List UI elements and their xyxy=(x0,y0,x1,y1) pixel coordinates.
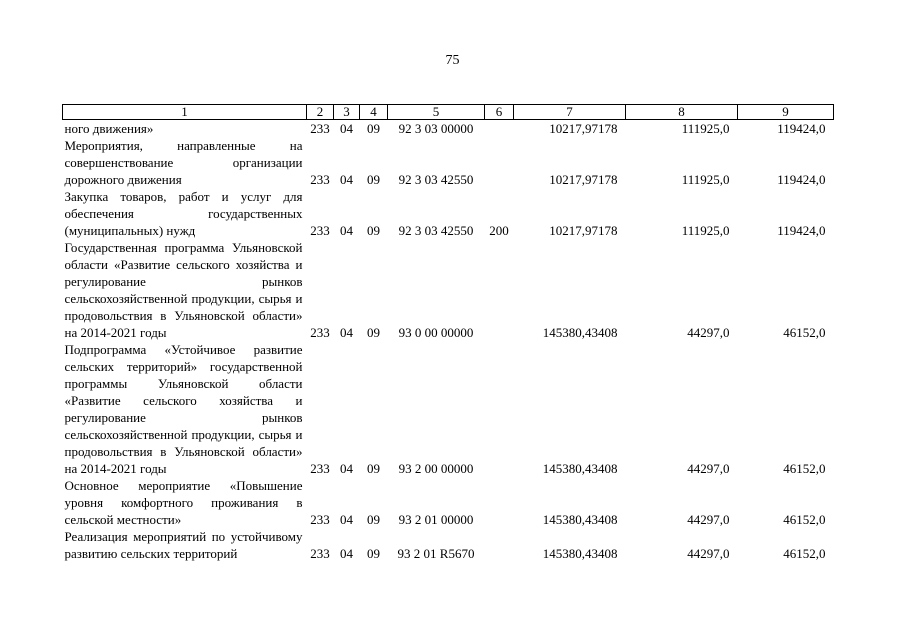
row-target-code: 93 0 00 00000 xyxy=(398,325,474,340)
row-name: Подпрограмма «Устойчивое развитие сельских территорий» государственной программы Ульяновской области «Развитие сельского хозяйства и регулирование рынков сельскохозяйственной продукции, сырья и продовольствия в Ульяновской области» на 2014-2021 годы xyxy=(64,342,303,476)
row-ministry-code: 233 xyxy=(310,172,330,187)
row-subsection-code: 09 xyxy=(367,121,380,136)
row-amount-9: 46152,0 xyxy=(783,461,826,476)
row-amount-9: 119424,0 xyxy=(777,172,826,187)
row-amount-9: 119424,0 xyxy=(777,121,826,136)
row-expense-type xyxy=(485,341,514,477)
row-subsection-code: 09 xyxy=(367,325,380,340)
table-row xyxy=(63,188,834,239)
row-target-code: 93 2 00 00000 xyxy=(398,461,474,476)
row-amount-8: 111925,0 xyxy=(681,223,730,238)
row-expense-type xyxy=(485,137,514,188)
row-target-code: 92 3 03 42550 xyxy=(398,172,474,187)
column-header-6: 6 xyxy=(485,105,514,120)
column-header-3: 3 xyxy=(334,105,360,120)
table-row xyxy=(63,528,834,562)
column-header-4: 4 xyxy=(360,105,388,120)
row-amount-8: 44297,0 xyxy=(687,325,730,340)
row-name: ного движения» xyxy=(64,121,154,136)
row-target-code: 92 3 03 42550 xyxy=(398,223,474,238)
row-ministry-code: 233 xyxy=(310,546,330,561)
row-section-code: 04 xyxy=(340,172,353,187)
row-amount-7: 145380,43408 xyxy=(542,512,618,527)
row-section-code: 04 xyxy=(340,512,353,527)
row-section-code: 04 xyxy=(340,461,353,476)
row-target-code: 93 2 01 R5670 xyxy=(397,546,475,561)
row-amount-7: 145380,43408 xyxy=(542,546,618,561)
row-name: Закупка товаров, работ и услуг для обеспечения государственных (муниципальных) нужд xyxy=(64,189,303,238)
row-name: Государственная программа Ульяновской области «Развитие сельского хозяйства и регулирование рынков сельскохозяйственной продукции, сырья и продовольствия в Ульяновской области» на 2014-2021 годы xyxy=(64,240,303,340)
row-name: Реализация мероприятий по устойчивому развитию сельских территорий xyxy=(64,529,303,561)
table-header-row xyxy=(63,105,834,120)
row-subsection-code: 09 xyxy=(367,546,380,561)
row-amount-8: 44297,0 xyxy=(687,461,730,476)
row-amount-8: 44297,0 xyxy=(687,546,730,561)
row-name: Мероприятия, направленные на совершенствование организации дорожного движения xyxy=(64,138,303,187)
row-amount-7: 10217,97178 xyxy=(549,223,618,238)
table-row xyxy=(63,239,834,341)
row-subsection-code: 09 xyxy=(367,172,380,187)
budget-table xyxy=(62,104,834,562)
row-ministry-code: 233 xyxy=(310,121,330,136)
table-row xyxy=(63,137,834,188)
row-amount-7: 10217,97178 xyxy=(549,172,618,187)
row-ministry-code: 233 xyxy=(310,223,330,238)
row-expense-type xyxy=(485,120,514,138)
row-section-code: 04 xyxy=(340,546,353,561)
column-header-7: 7 xyxy=(514,105,626,120)
row-amount-9: 46152,0 xyxy=(783,512,826,527)
row-subsection-code: 09 xyxy=(367,512,380,527)
table-row xyxy=(63,341,834,477)
row-expense-type xyxy=(485,239,514,341)
row-name: Основное мероприятие «Повышение уровня комфортного проживания в сельской местности» xyxy=(64,478,303,527)
table-row xyxy=(63,120,834,138)
row-ministry-code: 233 xyxy=(310,461,330,476)
row-amount-9: 46152,0 xyxy=(783,546,826,561)
row-ministry-code: 233 xyxy=(310,325,330,340)
row-section-code: 04 xyxy=(340,325,353,340)
row-amount-7: 145380,43408 xyxy=(542,325,618,340)
row-expense-type xyxy=(485,528,514,562)
row-target-code: 92 3 03 00000 xyxy=(398,121,474,136)
row-ministry-code: 233 xyxy=(310,512,330,527)
row-amount-8: 44297,0 xyxy=(687,512,730,527)
column-header-8: 8 xyxy=(626,105,738,120)
row-subsection-code: 09 xyxy=(367,223,380,238)
row-amount-8: 111925,0 xyxy=(681,172,730,187)
row-expense-type xyxy=(485,477,514,528)
table-row xyxy=(63,477,834,528)
row-expense-type: 200 xyxy=(489,223,509,238)
column-header-5: 5 xyxy=(388,105,485,120)
row-section-code: 04 xyxy=(340,121,353,136)
page-number: 75 xyxy=(445,53,460,68)
column-header-2: 2 xyxy=(307,105,334,120)
row-section-code: 04 xyxy=(340,223,353,238)
column-header-1: 1 xyxy=(63,105,307,120)
row-amount-8: 111925,0 xyxy=(681,121,730,136)
row-amount-7: 10217,97178 xyxy=(549,121,618,136)
row-target-code: 93 2 01 00000 xyxy=(398,512,474,527)
row-amount-9: 119424,0 xyxy=(777,223,826,238)
row-amount-7: 145380,43408 xyxy=(542,461,618,476)
row-amount-9: 46152,0 xyxy=(783,325,826,340)
row-subsection-code: 09 xyxy=(367,461,380,476)
column-header-9: 9 xyxy=(738,105,834,120)
